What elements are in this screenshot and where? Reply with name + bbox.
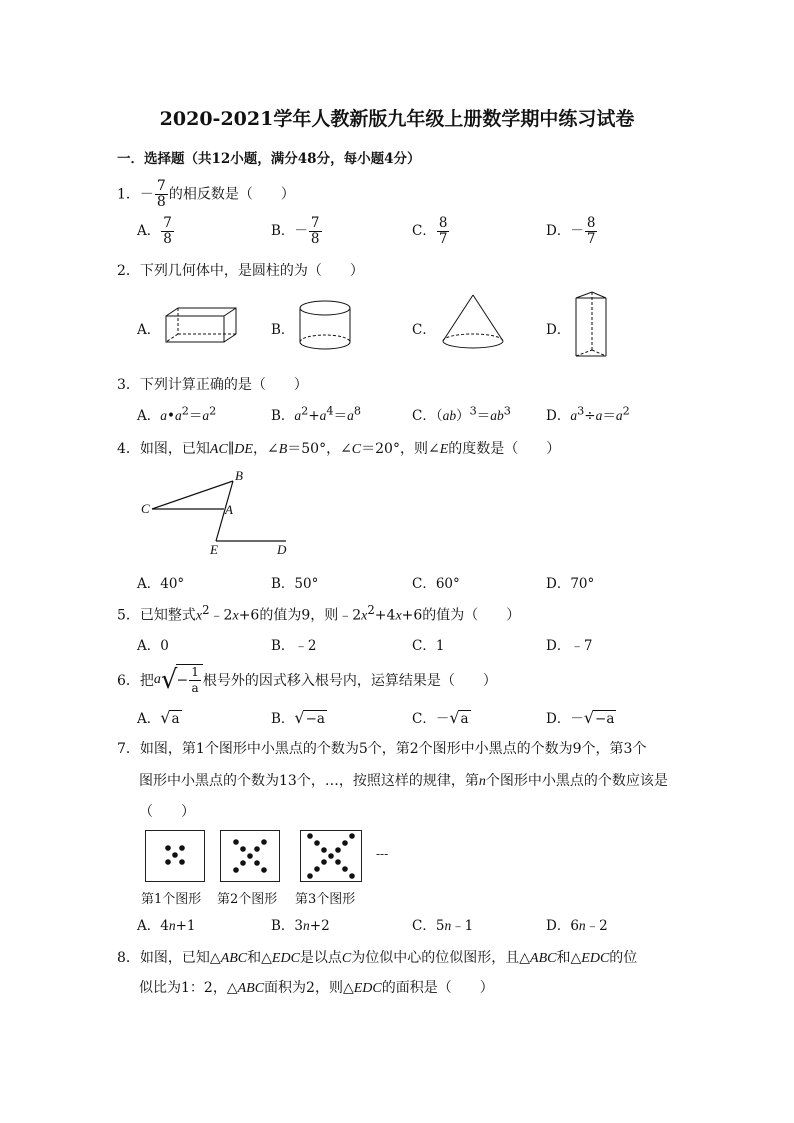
q2-option-b[interactable]: B． [271,322,295,338]
q6-option-a[interactable] [137,707,182,727]
pattern-figure-1 [145,830,205,882]
section-heading: 一．选择题（共12小题，满分48分，每小题4分） [117,151,421,167]
text: 8．如图，已知△ [117,950,221,966]
option-sign: － [570,711,584,727]
var: ABC [220,951,248,966]
text: ﹣2 [209,607,233,624]
q5-option-b[interactable]: B．﹣2 [271,638,317,654]
text: ＝50°，∠ [287,441,352,457]
pattern-ellipsis: --- [376,847,389,861]
var: a [570,408,578,423]
exp: 2 [622,404,630,418]
op: ∥ [227,441,235,457]
text: 4．如图，已知 [117,441,210,457]
option-label: B． [271,408,295,424]
option-label: B． [271,918,295,934]
option-sign: － [294,223,308,239]
const: +1 [175,918,196,934]
question-2-stem: 2．下列几何体中，是圆柱的为（ ） [117,263,364,279]
var: n [578,918,586,933]
question-3-stem: 3．下列计算正确的是（ ） [117,377,308,393]
q3-option-d[interactable] [546,404,630,424]
text: +6的值为（ ） [401,607,521,624]
pattern-figure-2 [220,830,280,882]
text: 的面积是（ ） [381,980,494,996]
q7-option-a[interactable] [137,914,196,934]
text: 5．已知整式 [117,607,196,624]
question-7-line2 [139,770,668,790]
q3-option-a[interactable] [137,404,216,424]
option-label: D． [546,711,571,727]
q1-text: 的相反数是（ ） [168,186,295,203]
option-label: D． [546,408,571,424]
var: a [153,672,161,687]
option-sign: － [570,223,584,239]
var: a [294,408,302,423]
var: a [160,408,167,423]
var: a [319,408,327,423]
op: ＝ [476,408,491,424]
q2-option-a[interactable]: A． [137,322,161,338]
q7-option-c[interactable] [412,914,473,934]
q7-option-b[interactable] [271,914,330,934]
q1-numerator: 7 [156,178,166,194]
q1-denominator: 8 [156,194,166,210]
op: ＝ [602,408,616,424]
text: 和△ [247,950,272,966]
op: + [308,408,320,424]
cylinder-figure [297,300,353,354]
var: a [202,408,210,423]
q2-option-d[interactable]: D． [546,322,571,338]
op: • [167,408,175,424]
option-label: A． [137,223,161,239]
var: DE [234,442,253,457]
q1-option-a[interactable] [137,216,175,247]
option-label: B． [271,223,295,239]
q3-option-c[interactable] [412,404,511,424]
pattern-figure-3 [300,830,362,882]
radicand: a [460,711,469,727]
q6-option-c[interactable] [412,707,471,727]
option-label: C． [412,223,436,239]
q1-neg: － [139,186,154,203]
option-numerator: 7 [310,215,320,231]
text: ，∠ [252,441,279,457]
q4-option-c[interactable]: C．60° [412,576,460,592]
q1-option-d[interactable] [546,216,598,247]
page-title: 2020-2021学年人教新版九年级上册数学期中练习试卷 [159,108,635,130]
caption-figure-1: 第1个图形 [141,892,202,907]
radicand [176,664,203,696]
var: n [478,774,486,789]
text: 是以点 [299,950,342,966]
op: ＝ [188,408,203,424]
text: 的位 [609,950,638,966]
question-8-line1 [117,947,637,967]
exp: 3 [577,404,585,418]
var: a [174,408,182,423]
denominator: a [191,681,199,695]
option-denominator: 8 [310,231,320,247]
radical-sign: √ [160,708,171,727]
q7-option-d[interactable] [546,914,608,934]
option-fraction [161,216,174,247]
op: ÷ [584,408,596,424]
var: n [168,918,176,933]
numerator: 1 [191,665,199,679]
option-label: B． [271,711,295,727]
text: 6．把 [117,673,154,689]
q4-option-b[interactable]: B．50° [271,576,319,592]
var: x [361,608,368,624]
caption-figure-3: 第3个图形 [295,892,356,907]
text: 图形中小黑点的个数为13个，…，按照这样的规律，第 [139,773,479,789]
option-sign: － [435,711,450,727]
option-numerator: 8 [586,215,596,231]
question-4-stem [117,438,560,458]
question-6-stem [117,664,497,696]
coef: 5 [435,918,445,934]
text: 根号外的因式移入根号内，运算结果是（ ） [202,673,497,689]
option-label: C． [412,918,436,934]
text: 和△ [556,950,582,966]
op: （ [435,408,443,424]
exp: 4 [326,404,334,418]
question-7-line1: 7．如图，第1个图形中小黑点的个数为5个，第2个图形中小黑点的个数为9个，第3个 [117,741,647,757]
radicand: −a [595,711,615,727]
var: AC [209,442,228,457]
point-a-label: A [225,502,233,517]
var: B [278,442,288,457]
exp: 2 [301,404,309,418]
var: C [351,442,362,457]
option-label: D． [546,918,571,934]
text: 为位似中心的位似图形，且△ [351,950,531,966]
var: x [232,608,239,624]
q2-option-c[interactable]: C． [412,322,436,338]
line-cb [152,481,233,509]
q6-option-d[interactable] [546,707,616,727]
q5-option-d[interactable]: D．﹣7 [546,638,593,654]
exp: 2 [181,404,189,418]
text: 似比为1：2，△ [139,980,238,996]
q1-option-b[interactable] [271,216,323,247]
radical-sign: √ [160,665,178,695]
option-fraction [585,216,598,247]
op: ） [456,408,470,424]
exp: 2 [202,603,210,617]
text: 个图形中小黑点的个数应该是 [485,773,668,789]
var: C [341,951,352,966]
const: ﹣1 [451,918,474,934]
text: ＝20°，则∠ [361,441,440,457]
option-numerator: 8 [438,215,448,231]
coef: 6 [570,918,579,934]
radicand: a [171,711,180,727]
const: ﹣2 [585,918,608,934]
var: a [347,408,354,423]
question-7-line3: （ ） [139,804,195,820]
q4-geometry-figure [138,466,298,558]
q4-option-d[interactable]: D．70° [546,576,595,592]
cone-figure [440,293,506,355]
rectangular-prism-figure [164,306,242,346]
q5-option-c[interactable]: C．1 [412,638,445,654]
exp: 3 [503,404,511,418]
question-5-stem [117,603,520,625]
q1-number: 1． [117,186,140,203]
q6-fraction [189,665,201,696]
op: ＝ [333,408,348,424]
point-d-label: D [277,542,287,557]
var: ABC [530,951,557,966]
radical-sign: √ [449,708,460,727]
radical-sign: √ [294,708,305,727]
radical-sign: √ [583,708,595,727]
option-label: A． [137,918,161,934]
const: +2 [309,918,330,934]
var: x [195,608,203,624]
q1-fraction [155,179,168,210]
var: a [615,408,623,423]
q6-option-b[interactable] [271,707,327,727]
q5-option-a[interactable]: A．0 [137,638,169,654]
var: ab [442,408,457,423]
triangular-prism-figure [572,290,612,360]
option-numerator: 7 [163,215,172,231]
option-label: C． [412,711,436,727]
coef: 4 [160,918,169,934]
var: EDC [271,951,300,966]
text: +4 [374,607,396,624]
caption-figure-2: 第2个图形 [217,892,278,907]
point-e-label: E [210,542,218,557]
op: − [176,672,189,689]
point-b-label: B [235,468,243,483]
option-label: C． [412,408,436,424]
coef: 3 [294,918,304,934]
question-8-line2 [139,977,494,997]
q4-option-a[interactable]: A．40° [137,576,185,592]
exp: 2 [367,603,375,617]
text: 的度数是（ ） [448,441,561,457]
option-denominator: 7 [438,231,448,247]
var: EDC [581,951,610,966]
option-fraction [309,216,322,247]
exp: 2 [209,404,217,418]
q3-option-b[interactable] [271,404,361,424]
radicand: −a [305,711,325,727]
option-label: A． [137,408,161,424]
exp: 3 [469,404,477,418]
var: ab [490,408,504,423]
var: n [444,918,452,933]
var: E [439,442,449,457]
var: EDC [353,981,382,996]
text: +6的值为9，则﹣2 [238,607,362,624]
var: a [595,408,603,423]
var: n [303,918,310,933]
option-denominator: 7 [586,231,596,247]
q1-option-c[interactable] [412,216,450,247]
question-1-stem [117,179,295,210]
point-c-label: C [141,501,150,516]
option-denominator: 8 [163,231,172,247]
text: 面积为2，则△ [264,980,354,996]
exp: 8 [353,404,361,418]
option-label: D． [546,223,571,239]
var: ABC [237,981,265,996]
option-label: A． [137,711,161,727]
var: x [395,608,402,624]
option-fraction [437,216,450,247]
